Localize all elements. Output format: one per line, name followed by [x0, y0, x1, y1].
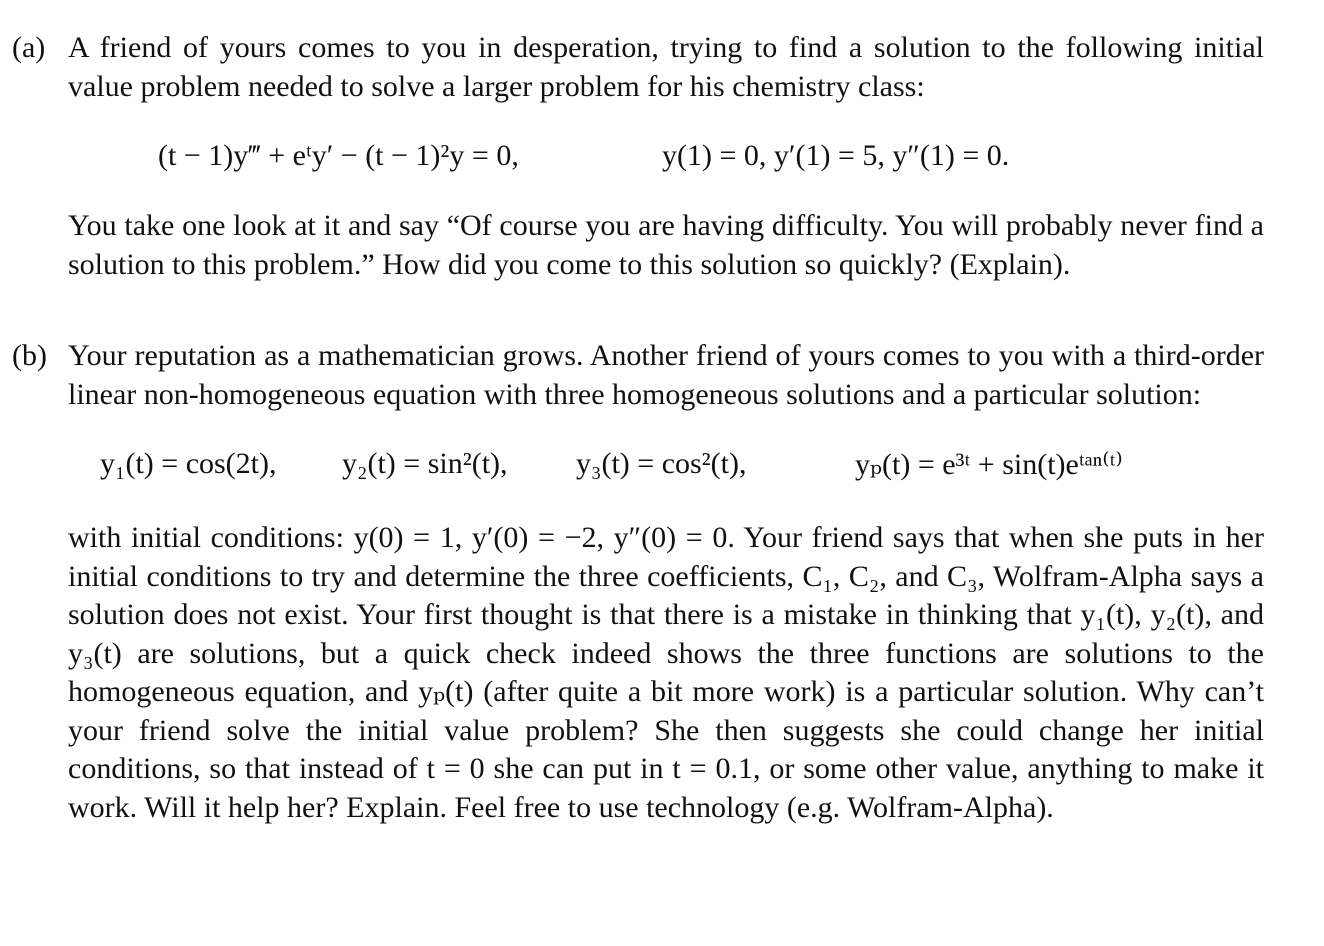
problem-a-intro: A friend of yours comes to you in desperation, trying to find a solution to the following initial value problem needed to solve a larger problem for his chemistry class: [68, 31, 1264, 103]
problem-a-equation-line [68, 139, 1264, 179]
solution-y1: y₁(t) = cos(2t), [100, 447, 277, 480]
problem-b-body [68, 337, 1264, 827]
problem-a-ode: (t − 1)y‴ + eᵗy′ − (t − 1)²y = 0, [158, 139, 519, 172]
solution-y2: y₂(t) = sin²(t), [342, 447, 508, 480]
problem-a-initial-conditions: y(1) = 0, y′(1) = 5, y″(1) = 0. [662, 139, 1010, 172]
solution-yp: yₚ(t) = e³ᵗ + sin(t)eᵗᵃⁿ⁽ᵗ⁾ [855, 448, 1123, 481]
problem-b-question: with initial conditions: y(0) = 1, y′(0) = −2, y″(0) = 0. Your friend says that when she puts in her initial conditions to try and determine the three coefficients, C₁, C₂, and C₃, Wolfram-Alpha says a solution does not exist. Your first thought is that there is a mistake in thinking that y₁(t), y₂(t), and y₃(t) are solutions, but a quick check indeed shows the three functions are solutions to the homogeneous equation, and yₚ(t) (after quite a bit more work) is a particular solution. Why can’t your friend solve the initial value problem? She then suggests she could change her initial conditions, so that instead of t = 0 she can put in t = 0.1, or some other value, anything to make it work. Will it help her? Explain. Feel free to use technology (e.g. Wolfram-Alpha). [68, 521, 1264, 824]
problem-a-body [68, 29, 1264, 284]
problem-a-label: (a) [12, 31, 46, 64]
problem-b-solutions-line [68, 447, 1264, 487]
problem-a-question: You take one look at it and say “Of course you are having difficulty. You will probably never find a solution to this problem.” How did you come to this solution so quickly? (Explain). [68, 209, 1264, 281]
problem-b-label: (b) [12, 339, 47, 372]
solution-y3: y₃(t) = cos²(t), [576, 447, 747, 480]
problem-b-intro: Your reputation as a mathematician grows. Another friend of yours comes to you with a third-order linear non-homogeneous equation with three homogeneous solutions and a particular solution: [68, 339, 1264, 411]
